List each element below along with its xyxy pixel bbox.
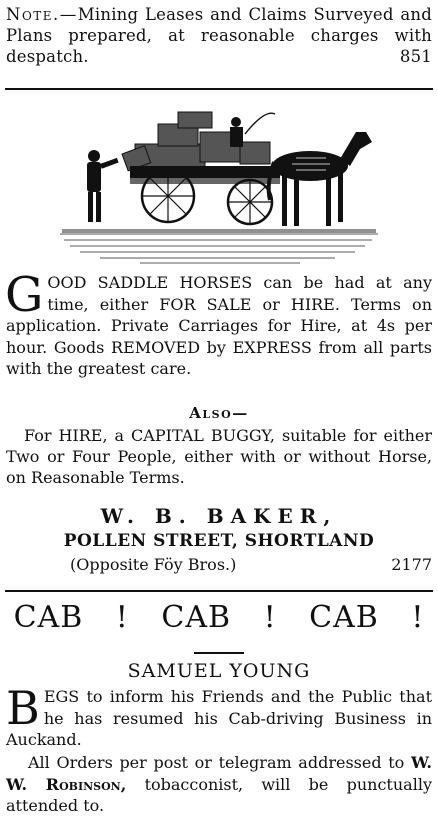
also-heading <box>6 404 432 422</box>
begs-paragraph <box>6 681 432 751</box>
orders-text-post: tobacconist, will be punctually attended to. <box>6 774 432 815</box>
advertiser-name: W. B. BAKER, <box>100 504 338 528</box>
mining-note <box>6 4 432 67</box>
opposite-text: (Opposite Föy Bros.) <box>70 555 237 574</box>
samuel-young-name: SAMUEL YOUNG <box>127 660 311 682</box>
agent-name: W. W. Robinson, <box>6 753 432 794</box>
horse-drawn-luggage-cart-illustration <box>60 104 378 264</box>
advertiser-address: POLLEN STREET, SHORTLAND <box>63 531 375 551</box>
dropcap-b: B <box>6 681 40 735</box>
saddle-horses-paragraph <box>5 267 432 380</box>
divider-rule <box>5 88 433 90</box>
orders-paragraph <box>6 752 432 817</box>
orders-text-pre: All Orders per post or telegram addressed to <box>28 753 411 772</box>
saddle-horses-text: OOD SADDLE HORSES can be had at any time, either FOR SALE or HIRE. Terms on application. Private Carriages for Hire, at 4s per hour. Goods REMOVED by EXPRESS from all parts with the greatest care. <box>6 273 432 378</box>
baker-ref-number: 2177 <box>391 555 432 574</box>
note-ref-number: 851 <box>399 47 432 66</box>
begs-text: EGS to inform his Friends and the Public that he has resumed his Cab-driving Business in Auckand. <box>6 687 432 749</box>
note-label: Note.— <box>6 5 78 24</box>
buggy-paragraph: For HIRE, a CAPITAL BUGGY, suitable for either Two or Four People, either with or without Horse, on Reasonable Terms. <box>6 426 432 487</box>
also-text: Also— <box>189 404 249 422</box>
dropcap-g: G <box>5 267 44 323</box>
note-text: Mining Leases and Claims Surveyed and Plans prepared, at reasonable charges with despatch. <box>6 5 432 66</box>
opposite-line <box>70 555 432 574</box>
cab-heading: CAB ! CAB ! CAB ! <box>13 600 425 635</box>
divider-rule <box>5 590 433 592</box>
short-divider <box>194 652 244 654</box>
